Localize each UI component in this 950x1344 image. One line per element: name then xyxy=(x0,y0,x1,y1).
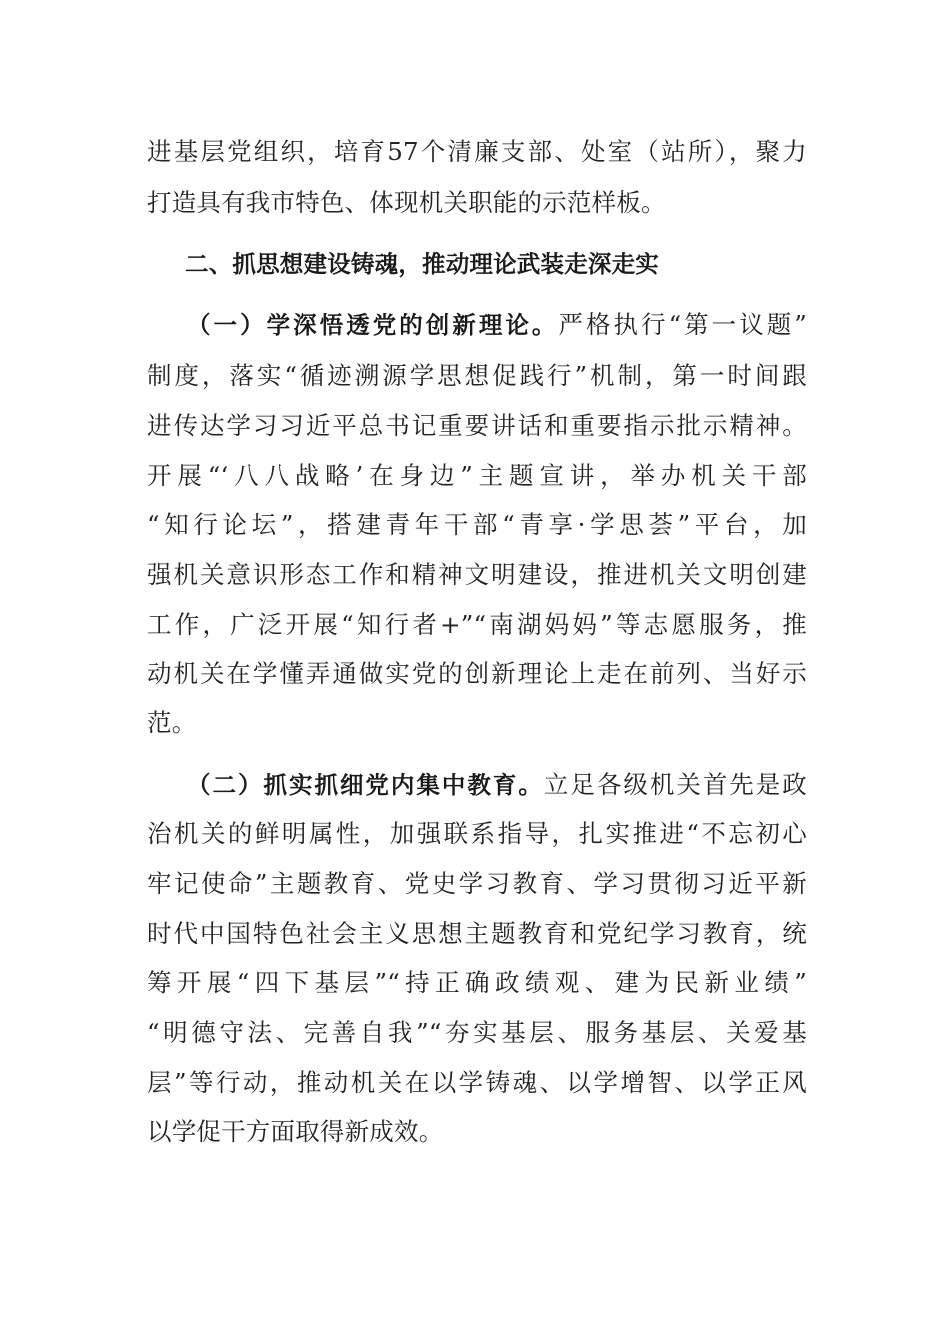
section-heading: 二、抓思想建设铸魂，推动理论武装走深走实 xyxy=(185,250,659,278)
intro-line-2: 打造具有我市特色、体现机关职能的示范样板。 xyxy=(147,188,666,217)
paragraph-1-first-line xyxy=(187,300,807,350)
paragraph-1-line: 制度，落实“循迹溯源学思想促践行”机制，第一时间跟 xyxy=(147,361,807,390)
paragraph-2-first-line xyxy=(187,760,807,810)
paragraph-2-lead: （二）抓实抓细党内集中教育。 xyxy=(187,771,544,799)
paragraph-1-line: 工作，广泛开展“知行者+”“南湖妈妈”等志愿服务，推 xyxy=(147,610,807,639)
paragraph-1-line: 强机关意识形态工作和精神文明建设，推进机关文明创建 xyxy=(147,560,807,589)
paragraph-2-first-rest: 立足各级机关首先是政 xyxy=(543,770,807,799)
intro-line-1: 进基层党组织，培育57个清廉支部、处室（站所），聚力 xyxy=(147,137,807,166)
paragraph-2-line: 筹开展“四下基层”“持正确政绩观、建为民新业绩” xyxy=(147,968,807,997)
paragraph-2-line: 层”等行动，推动机关在以学铸魂、以学增智、以学正风 xyxy=(147,1068,807,1097)
paragraph-2-line: 以学促干方面取得新成效。 xyxy=(147,1117,444,1146)
paragraph-2-line: 牢记使命”主题教育、党史学习教育、学习贯彻习近平新 xyxy=(147,869,807,898)
paragraph-1-line: “知行论坛”，搭建青年干部“青享·学思荟”平台，加 xyxy=(147,510,807,539)
paragraph-1-lead: （一）学深悟透党的创新理论。 xyxy=(187,311,559,339)
paragraph-2-line: 治机关的鲜明属性，加强联系指导，扎实推进“不忘初心 xyxy=(147,819,807,848)
paragraph-2-line: 时代中国特色社会主义思想主题教育和党纪学习教育，统 xyxy=(147,919,807,948)
paragraph-1-line: 范。 xyxy=(147,708,197,737)
paragraph-1-line: 动机关在学懂弄通做实党的创新理论上走在前列、当好示 xyxy=(147,659,807,688)
paragraph-2-line: “明德守法、完善自我”“夯实基层、服务基层、关爱基 xyxy=(147,1018,807,1047)
paragraph-1-line: 开展“‘八八战略’在身边”主题宣讲，举办机关干部 xyxy=(147,461,807,490)
paragraph-1-first-rest: 严格执行“第一议题” xyxy=(558,310,807,339)
paragraph-1-line: 进传达学习习近平总书记重要讲话和重要指示批示精神。 xyxy=(147,411,807,440)
